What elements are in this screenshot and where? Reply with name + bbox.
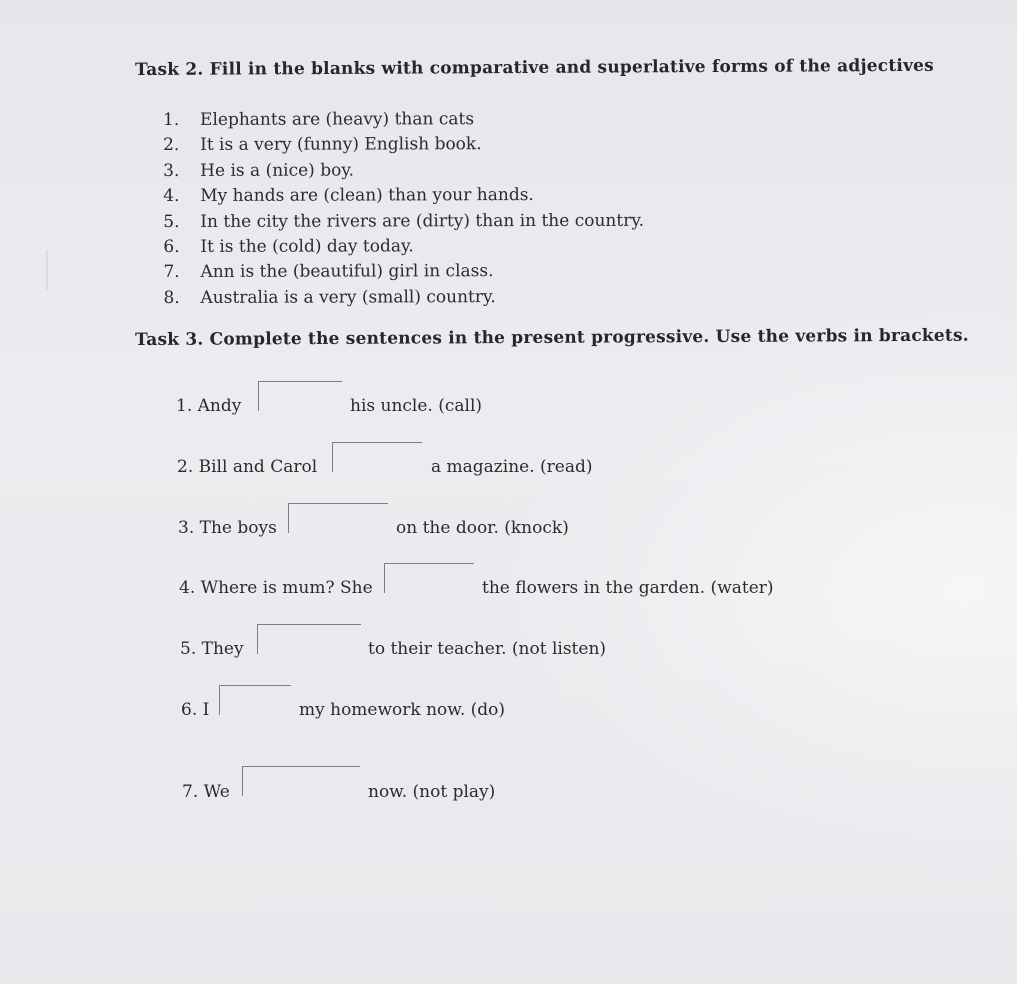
paper-fold-shadow bbox=[46, 250, 48, 290]
sentence-start: 3. The boys bbox=[178, 518, 277, 538]
answer-blank[interactable] bbox=[242, 766, 360, 796]
answer-blank[interactable] bbox=[258, 381, 342, 411]
sentence-start: 6. I bbox=[181, 700, 210, 720]
task2-item: 6. It is the (cold) day today. bbox=[163, 236, 414, 258]
task2-item: 2. It is a very (funny) English book. bbox=[163, 134, 482, 156]
task2-item: 3. He is a (nice) boy. bbox=[163, 160, 355, 181]
task2-item: 4. My hands are (clean) than your hands. bbox=[163, 185, 534, 207]
sentence-start: 2. Bill and Carol bbox=[177, 457, 318, 477]
sentence-start: 4. Where is mum? She bbox=[179, 578, 373, 598]
task2-item: 5. In the city the rivers are (dirty) than in the country. bbox=[163, 210, 645, 232]
answer-blank[interactable] bbox=[332, 442, 422, 472]
sentence-end: his uncle. (call) bbox=[350, 396, 483, 416]
sentence-start: 7. We bbox=[182, 782, 230, 802]
answer-blank[interactable] bbox=[219, 685, 291, 715]
sentence-start: 5. They bbox=[180, 639, 244, 659]
task2-item: 1. Elephants are (heavy) than cats bbox=[163, 109, 475, 130]
task3-heading: Task 3. Complete the sentences in the present progressive. Use the verbs in brackets. bbox=[135, 325, 969, 350]
sentence-end: to their teacher. (not listen) bbox=[368, 639, 607, 659]
sentence-end: on the door. (knock) bbox=[396, 518, 569, 538]
answer-blank[interactable] bbox=[384, 563, 474, 593]
sentence-end: a magazine. (read) bbox=[431, 457, 593, 477]
task2-item: 7. Ann is the (beautiful) girl in class. bbox=[163, 261, 494, 283]
answer-blank[interactable] bbox=[257, 624, 361, 654]
answer-blank[interactable] bbox=[288, 503, 388, 533]
sentence-end: the flowers in the garden. (water) bbox=[482, 578, 774, 598]
task2-item: 8. Australia is a very (small) country. bbox=[163, 286, 496, 308]
task2-heading: Task 2. Fill in the blanks with comparative and superlative forms of the adjectives bbox=[135, 55, 934, 80]
sentence-end: now. (not play) bbox=[368, 782, 496, 802]
sentence-start: 1. Andy bbox=[176, 396, 242, 416]
task2-list bbox=[163, 107, 644, 312]
sentence-end: my homework now. (do) bbox=[299, 700, 506, 720]
